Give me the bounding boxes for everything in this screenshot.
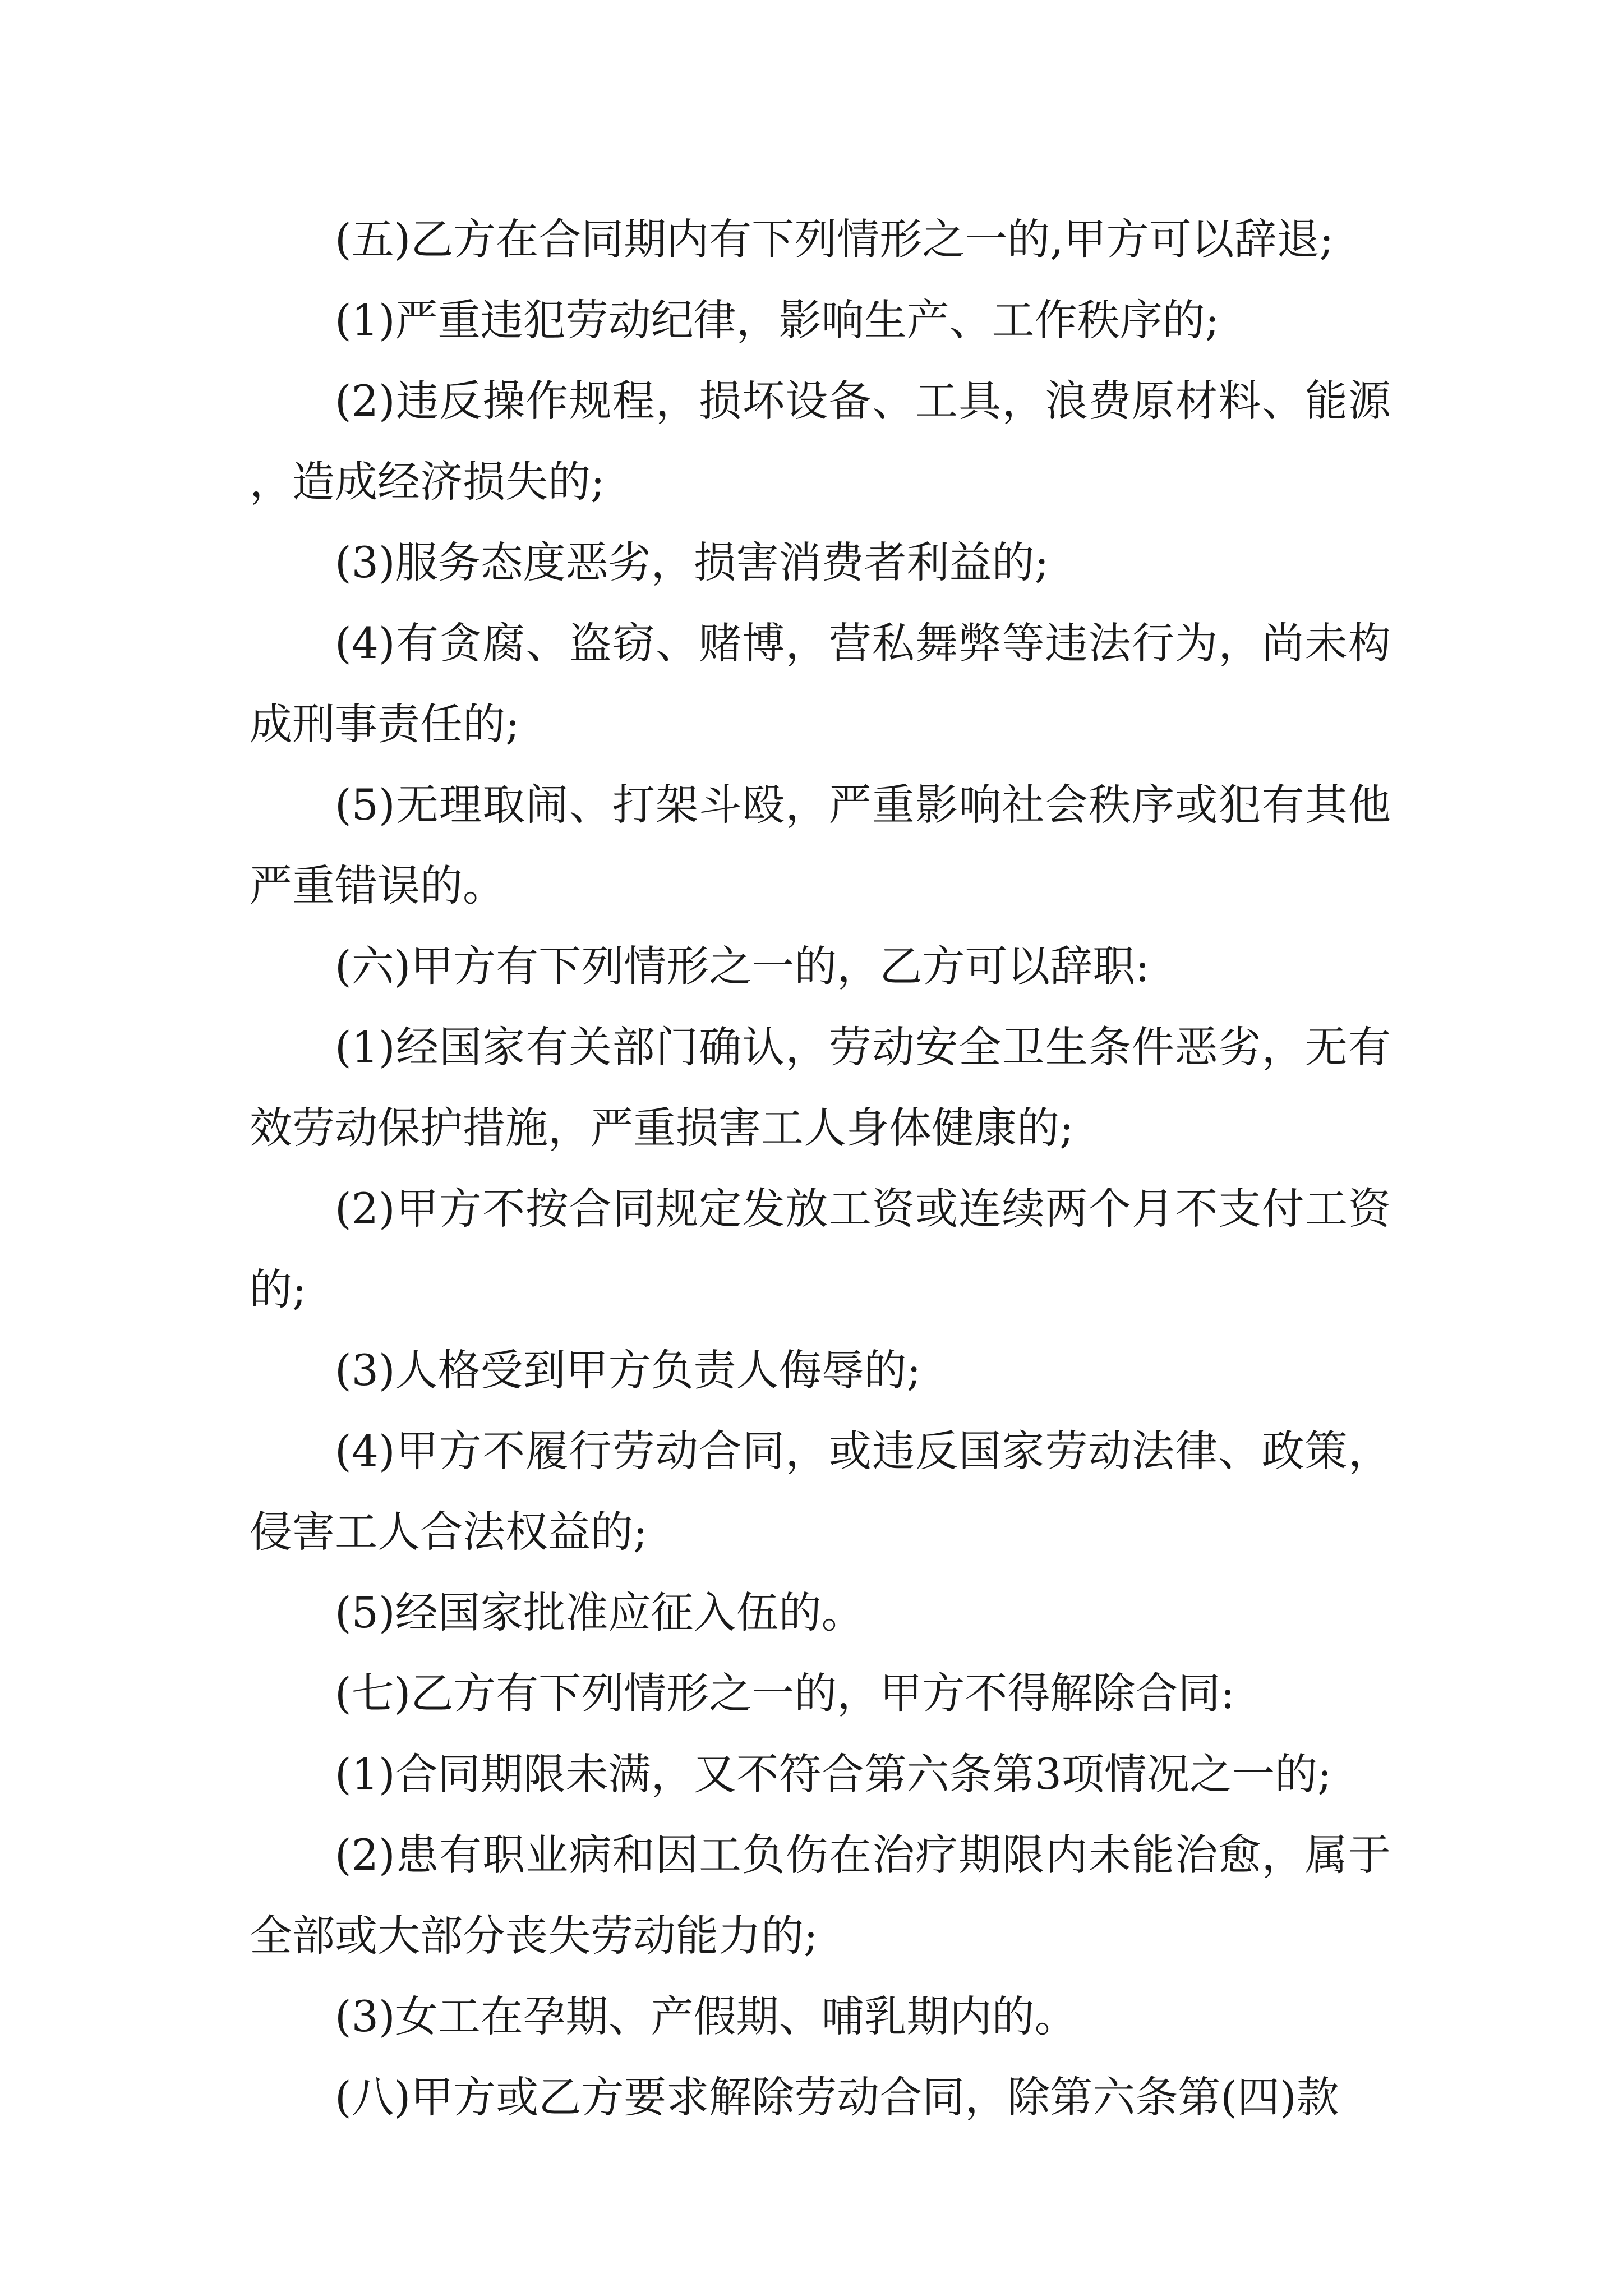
document-body: [250, 199, 1391, 2138]
clause-7-item-2: (2)患有职业病和因工负伤在治疗期限内未能治愈，属于全部或大部分丧失劳动能力的;: [250, 1830, 1391, 1961]
clause-5-item-4: (4)有贪腐、盗窃、赌博，营私舞弊等违法行为，尚未构成刑事责任的;: [250, 618, 1391, 749]
clause-5-heading: (五)乙方在合同期内有下列情形之一的,甲方可以辞退;: [335, 214, 1334, 264]
clause-6-item-2: (2)甲方不按合同规定发放工资或连续两个月不支付工资的;: [250, 1184, 1391, 1314]
clause-6-item-1: (1)经国家有关部门确认，劳动安全卫生条件恶劣，无有效劳动保护措施，严重损害工人身体健康的;: [250, 1022, 1391, 1153]
clause-5-item-3: (3)服务态度恶劣，损害消费者利益的;: [335, 537, 1049, 587]
clause-6-heading: (六)甲方有下列情形之一的，乙方可以辞职:: [335, 941, 1150, 991]
clause-5-item-2: (2)违反操作规程，损坏设备、工具，浪费原材料、能源，造成经济损失的;: [250, 376, 1391, 507]
clause-6-item-3: (3)人格受到甲方负责人侮辱的;: [335, 1345, 921, 1395]
clause-6-item-5: (5)经国家批准应征入伍的。: [335, 1588, 864, 1637]
clause-8-heading: (八)甲方或乙方要求解除劳动合同，除第六条第(四)款: [335, 2072, 1339, 2122]
clause-6-item-4: (4)甲方不履行劳动合同，或违反国家劳动法律、政策，侵害工人合法权益的;: [250, 1426, 1391, 1557]
clause-7-item-3: (3)女工在孕期、产假期、哺乳期内的。: [335, 1991, 1077, 2041]
clause-7-heading: (七)乙方有下列情形之一的，甲方不得解除合同:: [335, 1668, 1235, 1718]
clause-7-item-1: (1)合同期限未满，又不符合第六条第3项情况之一的;: [335, 1749, 1332, 1799]
clause-5-item-1: (1)严重违犯劳动纪律，影响生产、工作秩序的;: [335, 295, 1220, 345]
clause-5-item-5: (5)无理取闹、打架斗殴，严重影响社会秩序或犯有其他严重错误的。: [250, 780, 1391, 910]
